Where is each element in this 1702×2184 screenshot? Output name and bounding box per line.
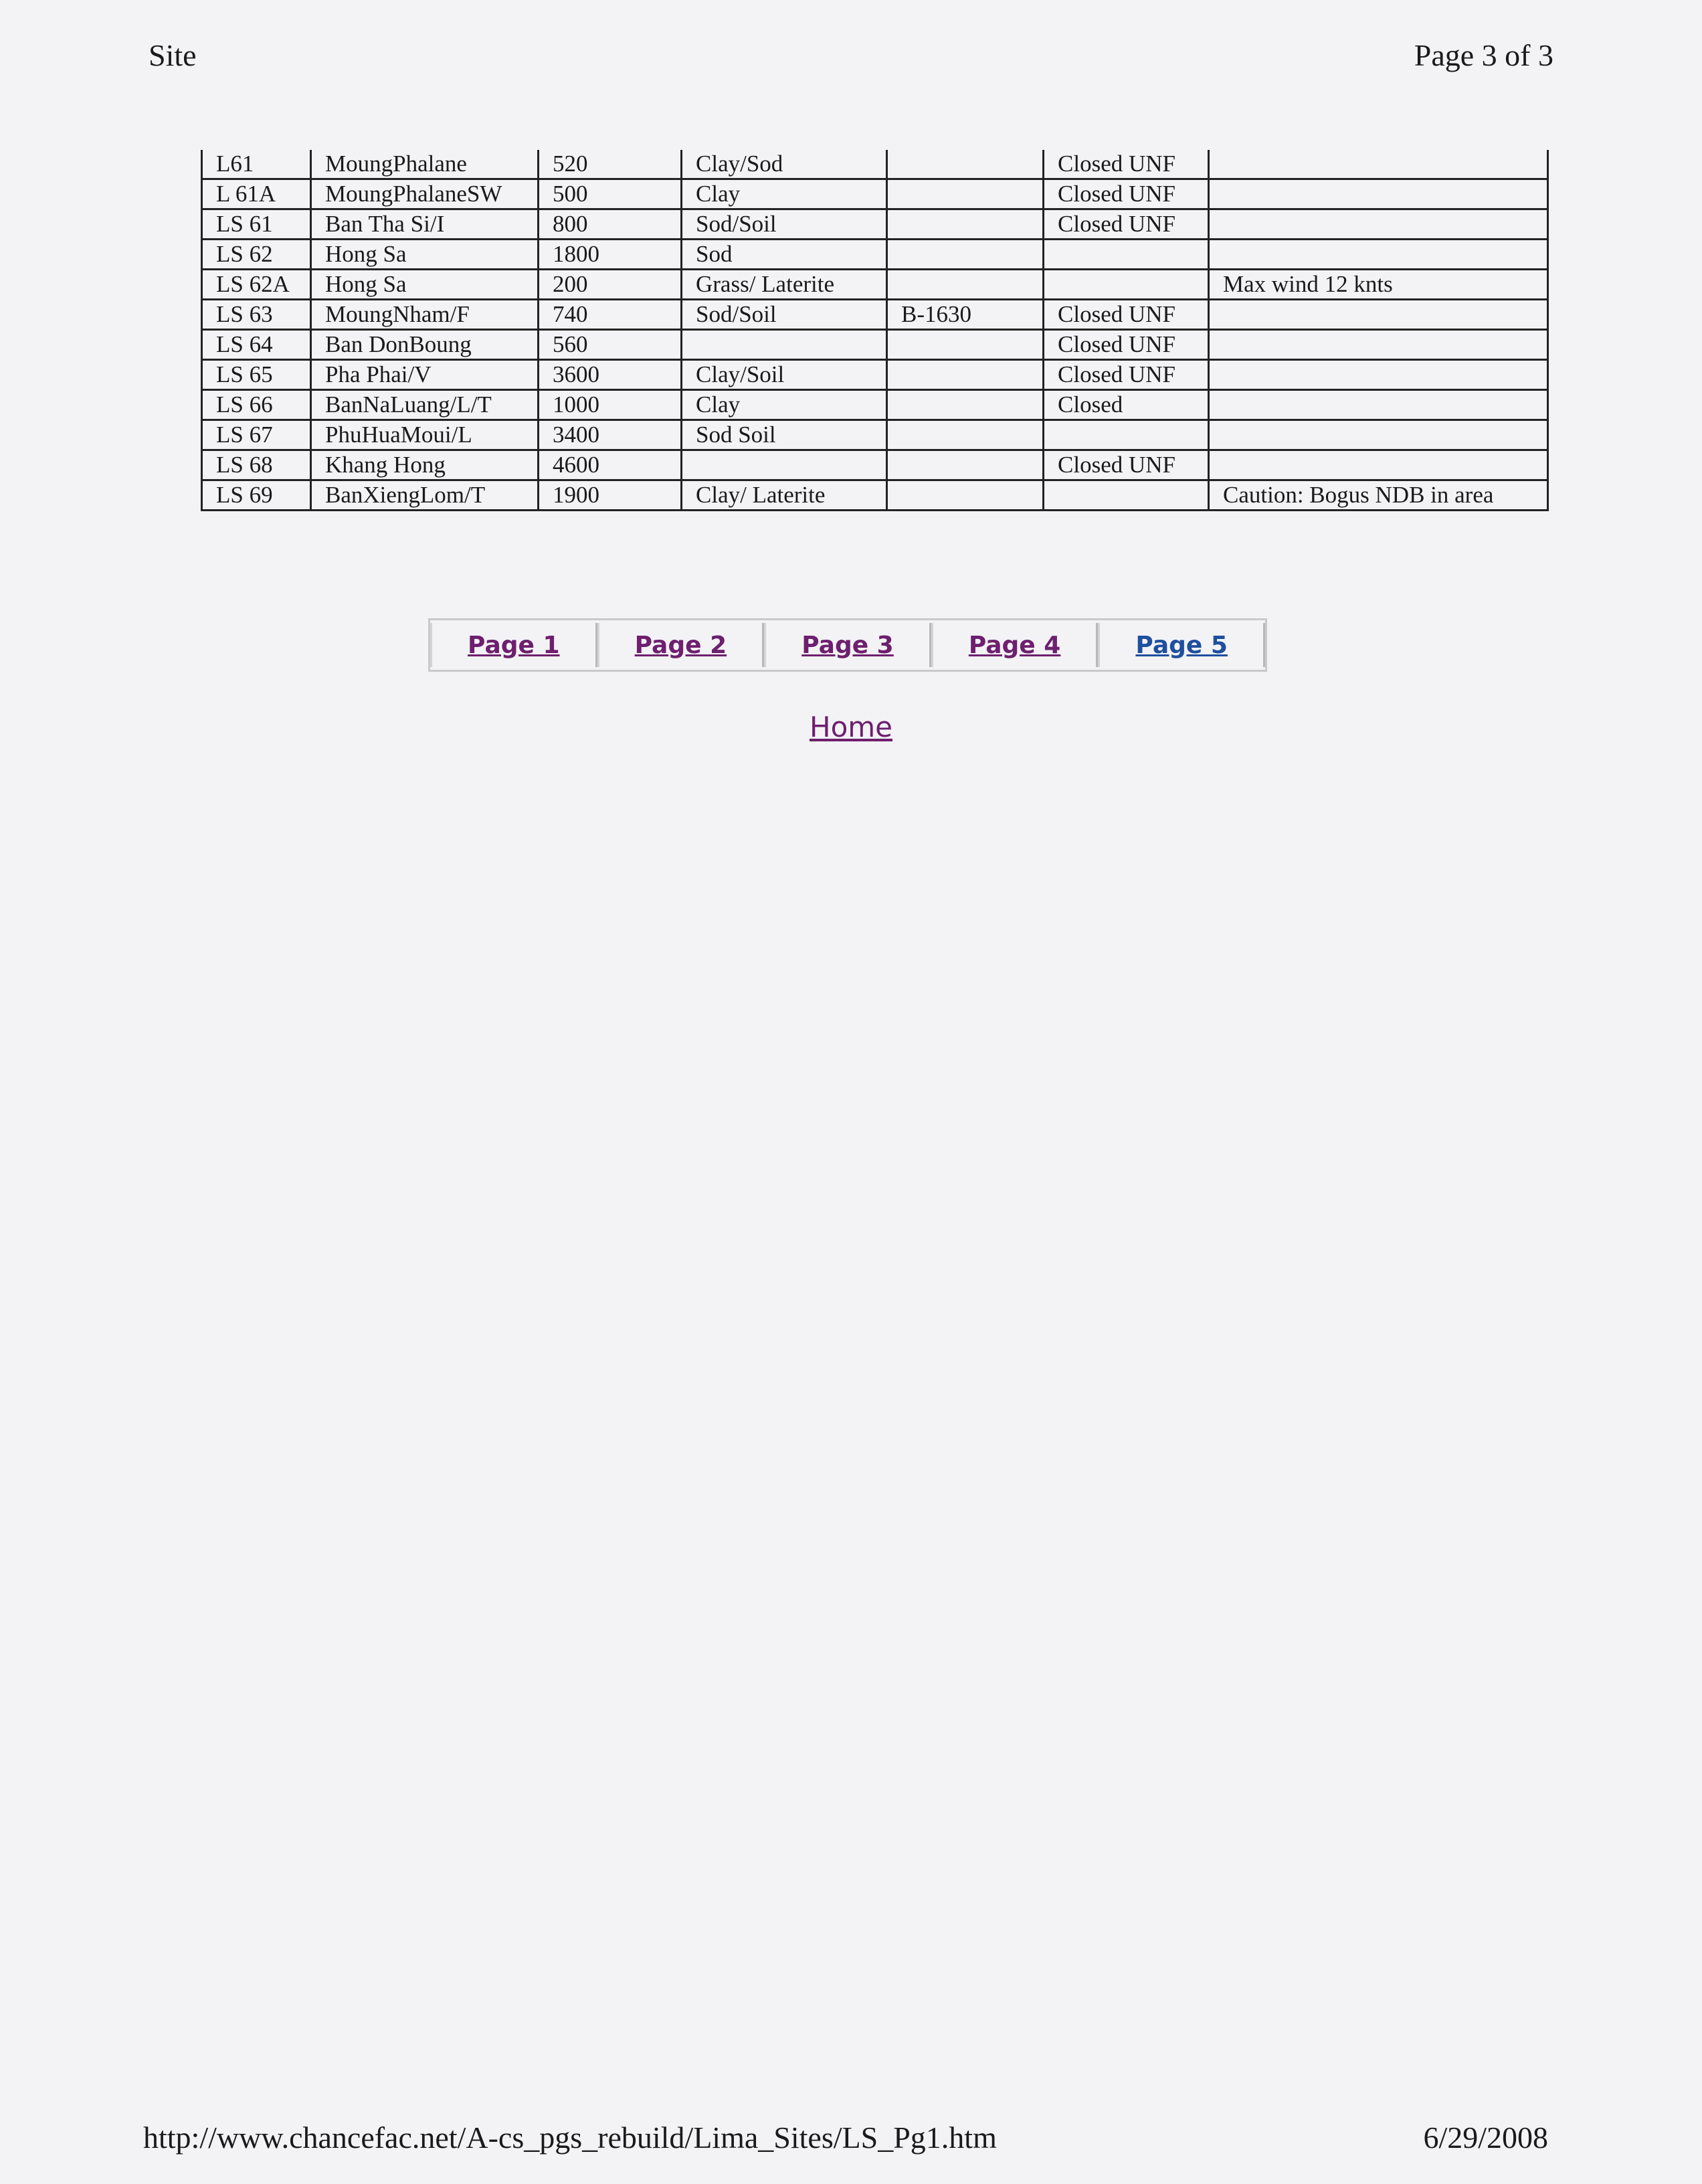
cell-remarks xyxy=(1209,330,1548,360)
table-row xyxy=(202,390,1548,420)
cell-site-name: Khang Hong xyxy=(311,450,539,480)
page-navigation xyxy=(428,618,1267,672)
cell-status: Closed UNF xyxy=(1044,360,1209,390)
table-row xyxy=(202,240,1548,270)
footer-date: 6/29/2008 xyxy=(1423,2120,1548,2155)
cell-elevation: 200 xyxy=(539,270,682,300)
cell-elevation: 3600 xyxy=(539,360,682,390)
cell-site-id: LS 62A xyxy=(202,270,311,300)
cell-status: Closed xyxy=(1044,390,1209,420)
cell-site-name: BanNaLuang/L/T xyxy=(311,390,539,420)
cell-status xyxy=(1044,270,1209,300)
home-link[interactable]: Home xyxy=(809,711,893,743)
cell-site-name: MoungNham/F xyxy=(311,300,539,330)
cell-site-name: Pha Phai/V xyxy=(311,360,539,390)
cell-ref xyxy=(887,390,1044,420)
cell-ref xyxy=(887,420,1044,450)
cell-site-id: L 61A xyxy=(202,179,311,209)
cell-surface xyxy=(682,330,887,360)
table-row xyxy=(202,420,1548,450)
page-link-2[interactable]: Page 2 xyxy=(597,623,765,667)
cell-status xyxy=(1044,480,1209,511)
cell-surface: Sod/Soil xyxy=(682,209,887,240)
cell-surface: Sod/Soil xyxy=(682,300,887,330)
cell-site-name: MoungPhalaneSW xyxy=(311,179,539,209)
cell-remarks xyxy=(1209,209,1548,240)
cell-ref xyxy=(887,270,1044,300)
cell-remarks: Caution: Bogus NDB in area xyxy=(1209,480,1548,511)
cell-surface: Clay/ Laterite xyxy=(682,480,887,511)
cell-surface xyxy=(682,450,887,480)
table-row xyxy=(202,300,1548,330)
lima-sites-table xyxy=(201,150,1549,511)
cell-surface: Clay xyxy=(682,390,887,420)
cell-site-name: BanXiengLom/T xyxy=(311,480,539,511)
cell-ref xyxy=(887,179,1044,209)
cell-elevation: 800 xyxy=(539,209,682,240)
page-link-4[interactable]: Page 4 xyxy=(931,623,1099,667)
cell-remarks xyxy=(1209,150,1548,179)
cell-ref xyxy=(887,480,1044,511)
cell-site-name: Hong Sa xyxy=(311,240,539,270)
page-header-title: Site xyxy=(149,38,197,72)
cell-remarks xyxy=(1209,179,1548,209)
cell-elevation: 1800 xyxy=(539,240,682,270)
cell-site-id: LS 63 xyxy=(202,300,311,330)
cell-ref xyxy=(887,450,1044,480)
cell-site-name: Hong Sa xyxy=(311,270,539,300)
cell-site-id: LS 67 xyxy=(202,420,311,450)
table-row xyxy=(202,270,1548,300)
cell-elevation: 3400 xyxy=(539,420,682,450)
home-link-wrapper xyxy=(0,711,1702,743)
page-link-1[interactable]: Page 1 xyxy=(430,623,597,667)
cell-site-name: Ban Tha Si/I xyxy=(311,209,539,240)
cell-remarks: Max wind 12 knts xyxy=(1209,270,1548,300)
cell-site-id: LS 66 xyxy=(202,390,311,420)
cell-ref xyxy=(887,330,1044,360)
cell-remarks xyxy=(1209,420,1548,450)
page-link-5[interactable]: Page 5 xyxy=(1098,623,1265,667)
page-link-3[interactable]: Page 3 xyxy=(764,623,931,667)
cell-site-id: LS 64 xyxy=(202,330,311,360)
cell-remarks xyxy=(1209,300,1548,330)
cell-status xyxy=(1044,420,1209,450)
cell-elevation: 4600 xyxy=(539,450,682,480)
table-row xyxy=(202,179,1548,209)
cell-surface: Grass/ Laterite xyxy=(682,270,887,300)
cell-ref xyxy=(887,209,1044,240)
cell-site-id: LS 69 xyxy=(202,480,311,511)
table-row xyxy=(202,330,1548,360)
cell-elevation: 740 xyxy=(539,300,682,330)
cell-surface: Clay xyxy=(682,179,887,209)
cell-status: Closed UNF xyxy=(1044,179,1209,209)
cell-remarks xyxy=(1209,390,1548,420)
cell-ref: B-1630 xyxy=(887,300,1044,330)
cell-surface: Clay/Sod xyxy=(682,150,887,179)
cell-elevation: 500 xyxy=(539,179,682,209)
cell-status: Closed UNF xyxy=(1044,209,1209,240)
footer-url: http://www.chancefac.net/A-cs_pgs_rebuild/Lima_Sites/LS_Pg1.htm xyxy=(143,2120,997,2155)
cell-site-id: LS 61 xyxy=(202,209,311,240)
cell-surface: Clay/Soil xyxy=(682,360,887,390)
table-row xyxy=(202,480,1548,511)
cell-remarks xyxy=(1209,360,1548,390)
cell-elevation: 520 xyxy=(539,150,682,179)
cell-site-id: L61 xyxy=(202,150,311,179)
cell-site-name: PhuHuaMoui/L xyxy=(311,420,539,450)
table-row xyxy=(202,150,1548,179)
page-number: Page 3 of 3 xyxy=(1414,38,1553,72)
cell-status: Closed UNF xyxy=(1044,150,1209,179)
cell-status xyxy=(1044,240,1209,270)
cell-site-name: MoungPhalane xyxy=(311,150,539,179)
cell-elevation: 1000 xyxy=(539,390,682,420)
cell-ref xyxy=(887,150,1044,179)
cell-status: Closed UNF xyxy=(1044,330,1209,360)
cell-remarks xyxy=(1209,450,1548,480)
cell-ref xyxy=(887,360,1044,390)
cell-elevation: 1900 xyxy=(539,480,682,511)
table-row xyxy=(202,360,1548,390)
cell-elevation: 560 xyxy=(539,330,682,360)
cell-site-name: Ban DonBoung xyxy=(311,330,539,360)
cell-ref xyxy=(887,240,1044,270)
cell-status: Closed UNF xyxy=(1044,300,1209,330)
cell-status: Closed UNF xyxy=(1044,450,1209,480)
table-row xyxy=(202,450,1548,480)
cell-site-id: LS 62 xyxy=(202,240,311,270)
table-row xyxy=(202,209,1548,240)
cell-surface: Sod Soil xyxy=(682,420,887,450)
cell-site-id: LS 65 xyxy=(202,360,311,390)
cell-site-id: LS 68 xyxy=(202,450,311,480)
cell-surface: Sod xyxy=(682,240,887,270)
cell-remarks xyxy=(1209,240,1548,270)
